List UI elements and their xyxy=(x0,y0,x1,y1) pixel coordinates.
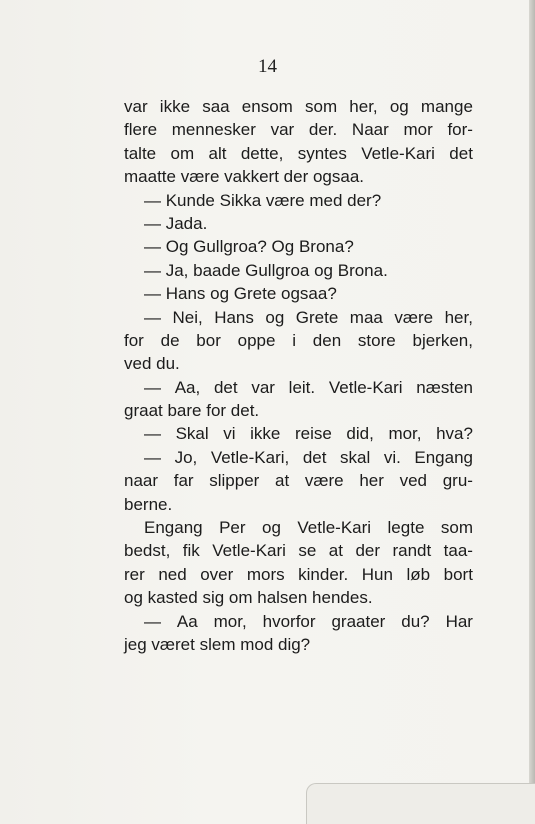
text-line: — Ja, baade Gullgroa og Brona. xyxy=(144,260,388,280)
text-line: — Kunde Sikka være med der? xyxy=(144,190,382,210)
text-line: flere mennesker var der. Naar mor for- xyxy=(124,120,473,140)
text-line: — Jada. xyxy=(144,213,208,233)
text-line: og kasted sig om halsen hendes. xyxy=(124,588,373,608)
text-line: — Hans og Grete ogsaa? xyxy=(144,284,337,304)
page-edge xyxy=(529,0,535,824)
text-line: — Aa, det var leit. Vetle-Kari næsten xyxy=(144,377,473,397)
text-line: naar far slipper at være her ved gru- xyxy=(124,471,473,491)
text-line: for de bor oppe i den store bjerken, xyxy=(124,330,473,350)
body-text xyxy=(124,95,473,656)
text-line: var ikke saa ensom som her, og mange xyxy=(124,97,473,116)
text-line: maatte være vakkert der ogsaa. xyxy=(124,167,365,187)
text-line: — Jo, Vetle-Kari, det skal vi. Engang xyxy=(144,447,473,467)
text-line: — Og Gullgroa? Og Brona? xyxy=(144,237,354,257)
page-corner-mark xyxy=(306,783,535,824)
text-line: talte om alt dette, syntes Vetle-Kari det xyxy=(124,143,473,163)
text-line: berne. xyxy=(124,494,173,514)
text-line: — Aa mor, hvorfor graater du? Har xyxy=(144,611,473,631)
page-number: 14 xyxy=(258,56,277,77)
text-line: ved du. xyxy=(124,354,180,374)
text-line: bedst, fik Vetle-Kari se at der randt taa- xyxy=(124,541,473,561)
text-line: jeg været slem mod dig? xyxy=(124,634,311,654)
text-line: — Skal vi ikke reise did, mor, hva? xyxy=(144,424,473,444)
text-line: rer ned over mors kinder. Hun løb bort xyxy=(124,564,473,584)
text-line: graat bare for det. xyxy=(124,401,260,421)
text-line: — Nei, Hans og Grete maa være her, xyxy=(144,307,473,327)
text-line: Engang Per og Vetle-Kari legte som xyxy=(144,518,473,538)
